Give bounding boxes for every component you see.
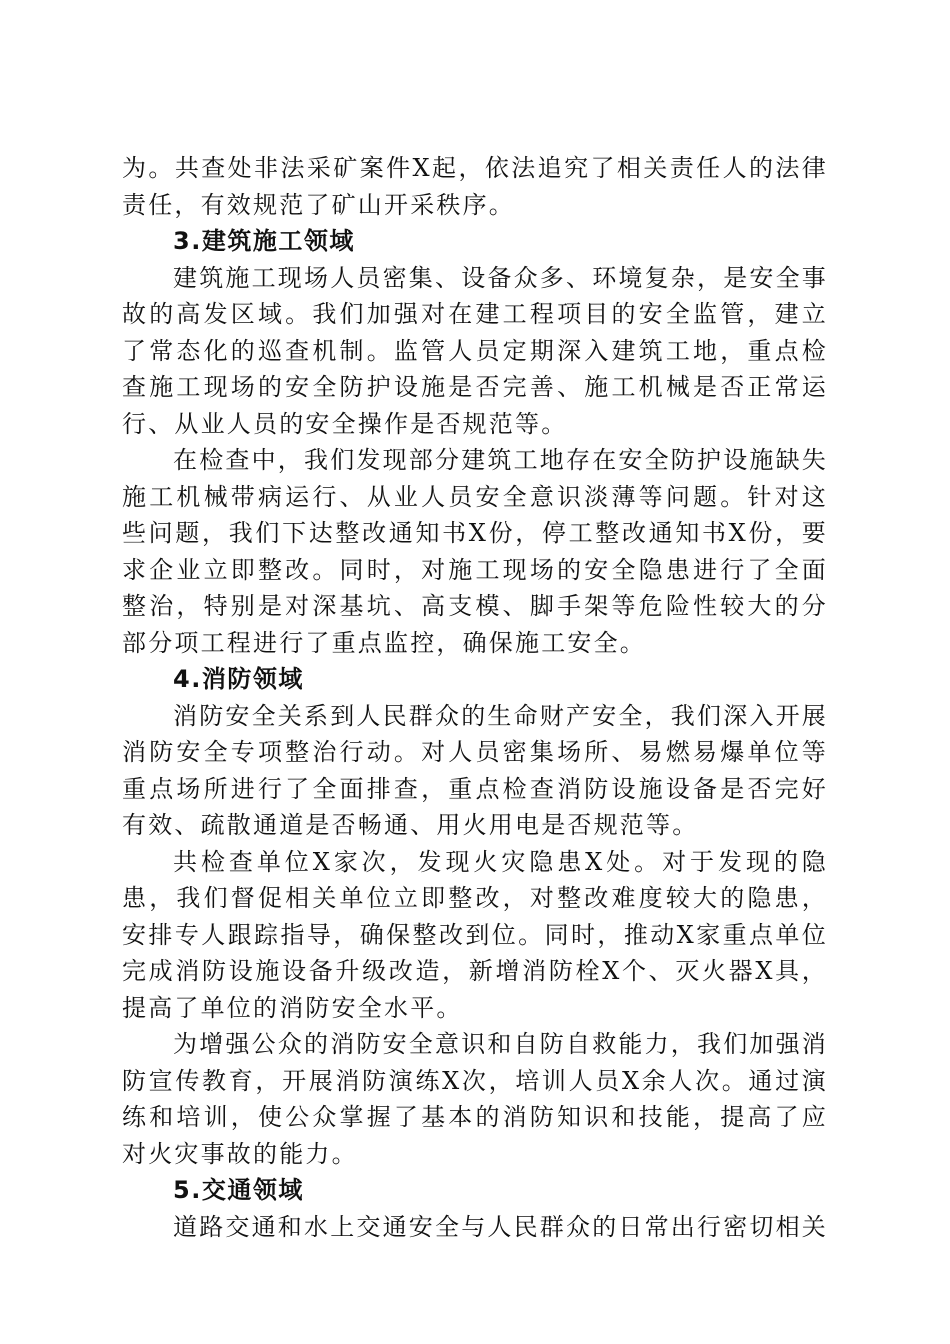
section-heading-fire: 4.消防领域 [173,665,304,693]
paragraph: 为增强公众的消防安全意识和自防自救能力，我们加强消防宣传教育，开展消防演练X次，培训人员X余人次。通过演练和培训，使公众掌握了基本的消防知识和技能，提高了应对火灾事故的能力。 [122,1030,828,1168]
document-body [122,150,828,1245]
continuation-paragraph: 为。共查处非法采矿案件X起，依法追究了相关责任人的法律责任，有效规范了矿山开采秩序。 [122,154,828,219]
paragraph: 道路交通和水上交通安全与人民群众的日常出行密切相关 [173,1212,828,1241]
paragraph: 在检查中，我们发现部分建筑工地存在安全防护设施缺失施工机械带病运行、从业人员安全意识淡薄等问题。针对这些问题，我们下达整改通知书X份，停工整改通知书X份，要求企业立即整改。同时，对施工现场的安全隐患进行了全面整治，特别是对深基坑、高支模、脚手架等危险性较大的分部分项工程进行了重点监控，确保施工安全。 [122,446,828,657]
section-heading-traffic: 5.交通领域 [173,1176,304,1204]
paragraph: 消防安全关系到人民群众的生命财产安全，我们深入开展消防安全专项整治行动。对人员密集场所、易燃易爆单位等重点场所进行了全面排查，重点检查消防设施设备是否完好有效、疏散通道是否畅通、用火用电是否规范等。 [122,701,828,839]
paragraph: 共检查单位X家次，发现火灾隐患X处。对于发现的隐患，我们督促相关单位立即整改，对整改难度较大的隐患，安排专人跟踪指导，确保整改到位。同时，推动X家重点单位完成消防设施设备升级改造，新增消防栓X个、灭火器X具，提高了单位的消防安全水平。 [122,847,828,1022]
paragraph: 建筑施工现场人员密集、设备众多、环境复杂，是安全事故的高发区域。我们加强对在建工程项目的安全监管，建立了常态化的巡查机制。监管人员定期深入建筑工地，重点检查施工现场的安全防护设施是否完善、施工机械是否正常运行、从业人员的安全操作是否规范等。 [122,263,828,438]
section-heading-construction: 3.建筑施工领域 [173,227,355,255]
